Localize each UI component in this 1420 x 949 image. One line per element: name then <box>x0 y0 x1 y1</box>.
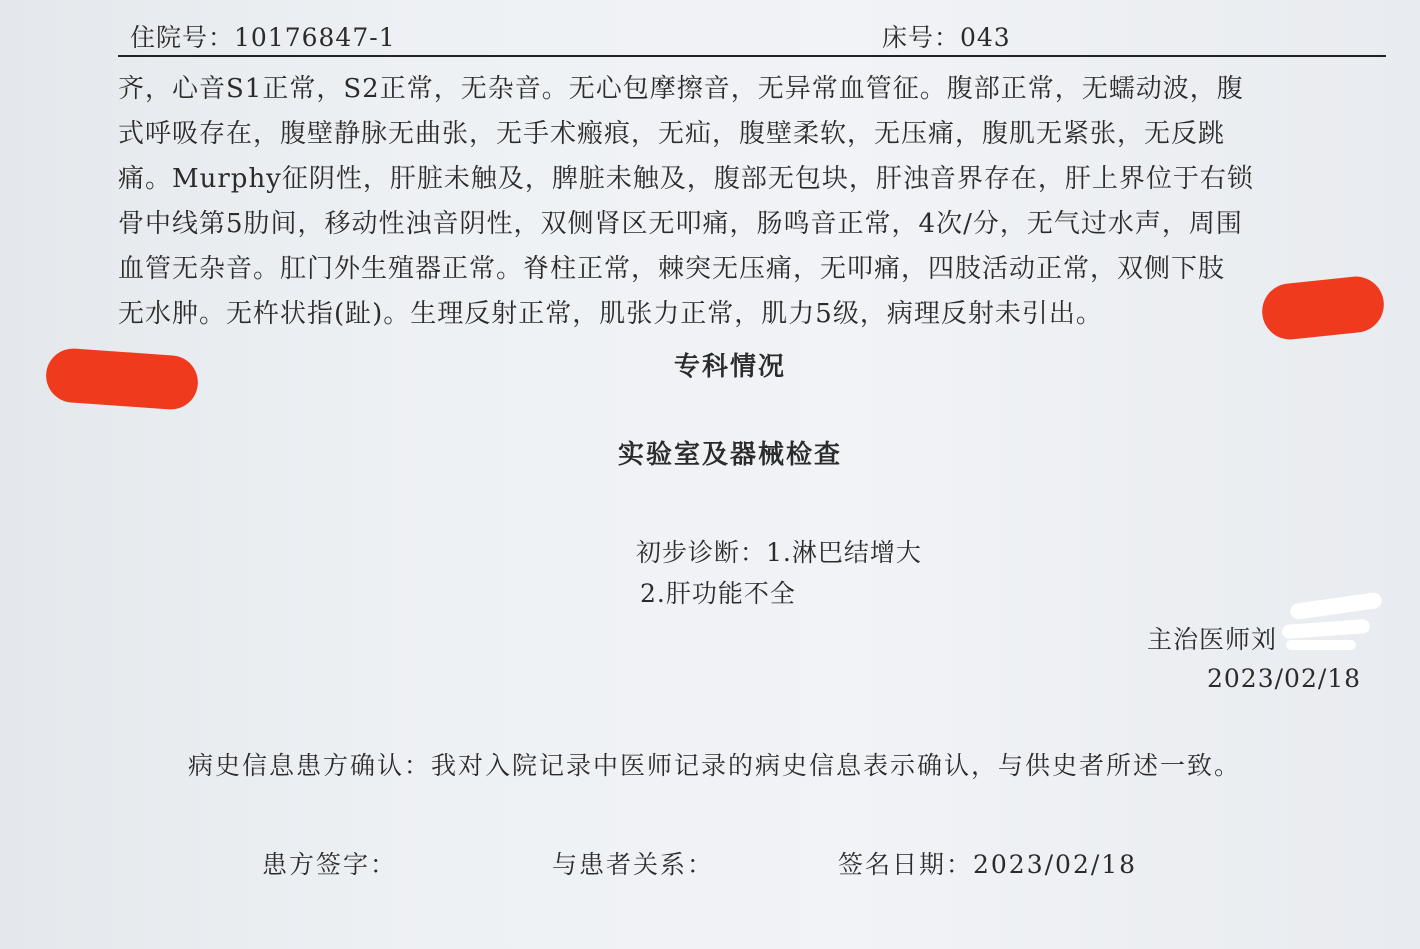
exam-line-4: 骨中线第5肋间，移动性浊音阴性，双侧肾区无叩痛，肠鸣音正常，4次/分，无气过水声，周围 <box>118 209 1243 239</box>
name-redaction-stroke-1 <box>1289 592 1382 621</box>
exam-line-2: 式呼吸存在，腹壁静脉无曲张，无手术瘢痕，无疝，腹壁柔软，无压痛，腹肌无紧张，无反跳 <box>118 119 1226 149</box>
section-specialty-heading: 专科情况 <box>673 352 786 382</box>
diagnosis-line-2: 2.肝功能不全 <box>640 579 796 608</box>
history-confirmation: 病史信息患方确认：我对入院记录中医师记录的病史信息表示确认，与供史者所述一致。 <box>188 751 1242 780</box>
attending-doctor: 主治医师刘 <box>1147 625 1278 654</box>
name-redaction-stroke-3 <box>1286 640 1356 650</box>
exam-line-3: 痛。Murphy征阴性，肝脏未触及，脾脏未触及，腹部无包块，肝浊音界存在，肝上界位于右锁 <box>118 164 1254 194</box>
patient-signature-label: 患方签字： <box>262 850 398 879</box>
name-redaction-stroke-2 <box>1282 619 1371 639</box>
exam-line-1: 齐，心音S1正常，S2正常，无杂音。无心包摩擦音，无异常血管征。腹部正常，无蠕动波，腹 <box>118 74 1244 104</box>
diagnosis-line-1: 初步诊断：1.淋巴结增大 <box>636 538 922 567</box>
redaction-mark-left <box>44 347 199 411</box>
admission-number: 住院号：10176847-1 <box>130 23 396 52</box>
exam-line-6: 无水肿。无杵状指(趾)。生理反射正常，肌张力正常，肌力5级，病理反射未引出。 <box>118 299 1103 329</box>
doctor-sign-date: 2023/02/18 <box>1207 664 1362 693</box>
section-lab-heading: 实验室及器械检查 <box>617 440 842 470</box>
header-divider <box>118 55 1386 57</box>
signature-date: 签名日期：2023/02/18 <box>838 850 1138 879</box>
bed-number: 床号：043 <box>882 23 1011 52</box>
exam-line-5: 血管无杂音。肛门外生殖器正常。脊柱正常，棘突无压痛，无叩痛，四肢活动正常，双侧下肢 <box>118 254 1226 284</box>
redaction-mark-right <box>1259 274 1386 342</box>
relation-label: 与患者关系： <box>552 850 715 879</box>
